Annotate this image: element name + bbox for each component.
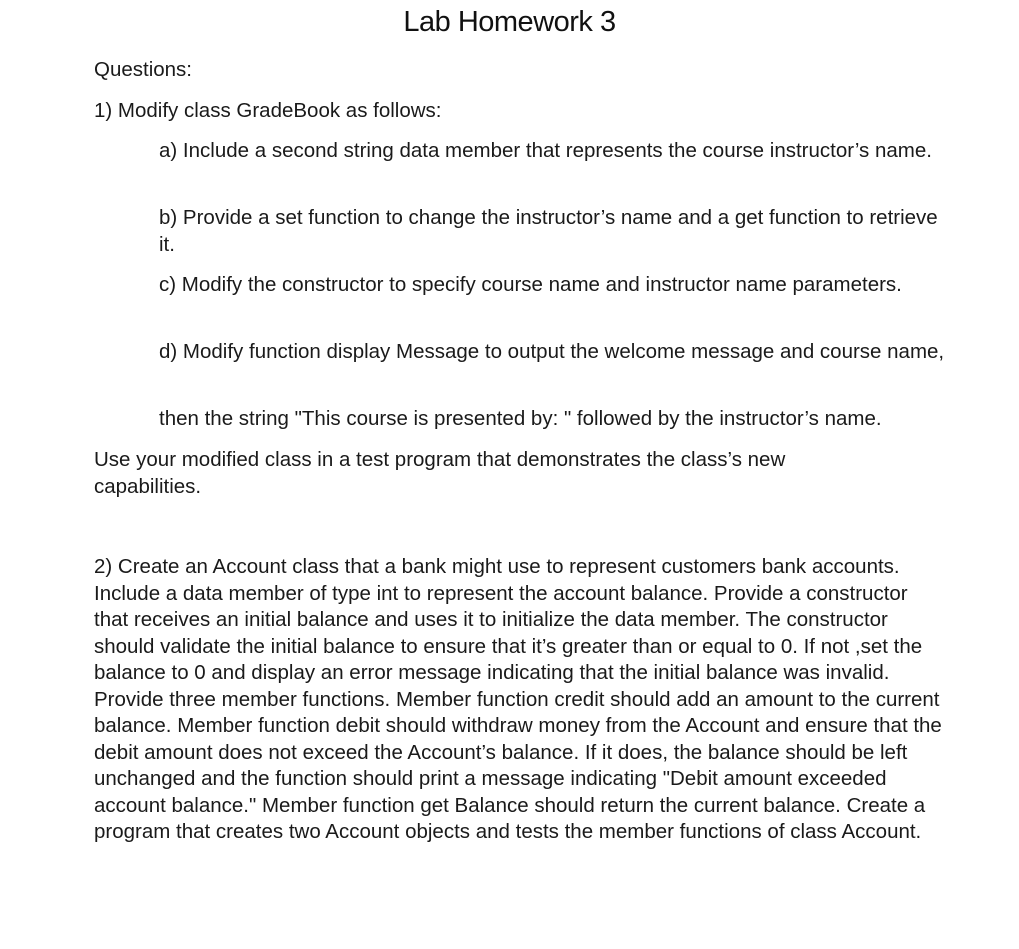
question-1-intro: 1) Modify class GradeBook as follows: xyxy=(94,99,442,122)
questions-label: Questions: xyxy=(94,58,192,81)
question-1-item-d-continuation: then the string "This course is presented by: " followed by the instructor’s name. xyxy=(159,407,882,430)
question-1-use-text: Use your modified class in a test program that demonstrates the class’s new capabilities. xyxy=(94,448,786,498)
question-1-item-d: d) Modify function display Message to output the welcome message and course name, xyxy=(159,340,945,363)
question-1-item-a: a) Include a second string data member that represents the course instructor’s name. xyxy=(159,139,932,162)
page-title: Lab Homework 3 xyxy=(403,6,616,38)
question-2-text: 2) Create an Account class that a bank might use to represent customers bank accounts. Include a data member of type int to represent the account balance. Provide a constructor that receives an initial balance and uses it to initialize the data member. The constructor should validate the initial balance to ensure that it’s greater than or equal to 0. If not ,set the balance to 0 and display an error message indicating that the initial balance was invalid. Provide three member functions. Member function credit should add an amount to the current balance. Member function debit should withdraw money from the Account and ensure that the debit amount does not exceed the Account’s balance. If it does, the balance should be left unchanged and the function should print a message indicating "Debit amount exceeded account balance." Member function get Balance should return the current balance. Create a program that creates two Account objects and tests the member functions of class Account. xyxy=(94,555,942,843)
question-1-item-b: b) Provide a set function to change the instructor’s name and a get function to retrieve it. xyxy=(159,206,938,256)
question-1-item-c: c) Modify the constructor to specify course name and instructor name parameters. xyxy=(159,273,902,296)
